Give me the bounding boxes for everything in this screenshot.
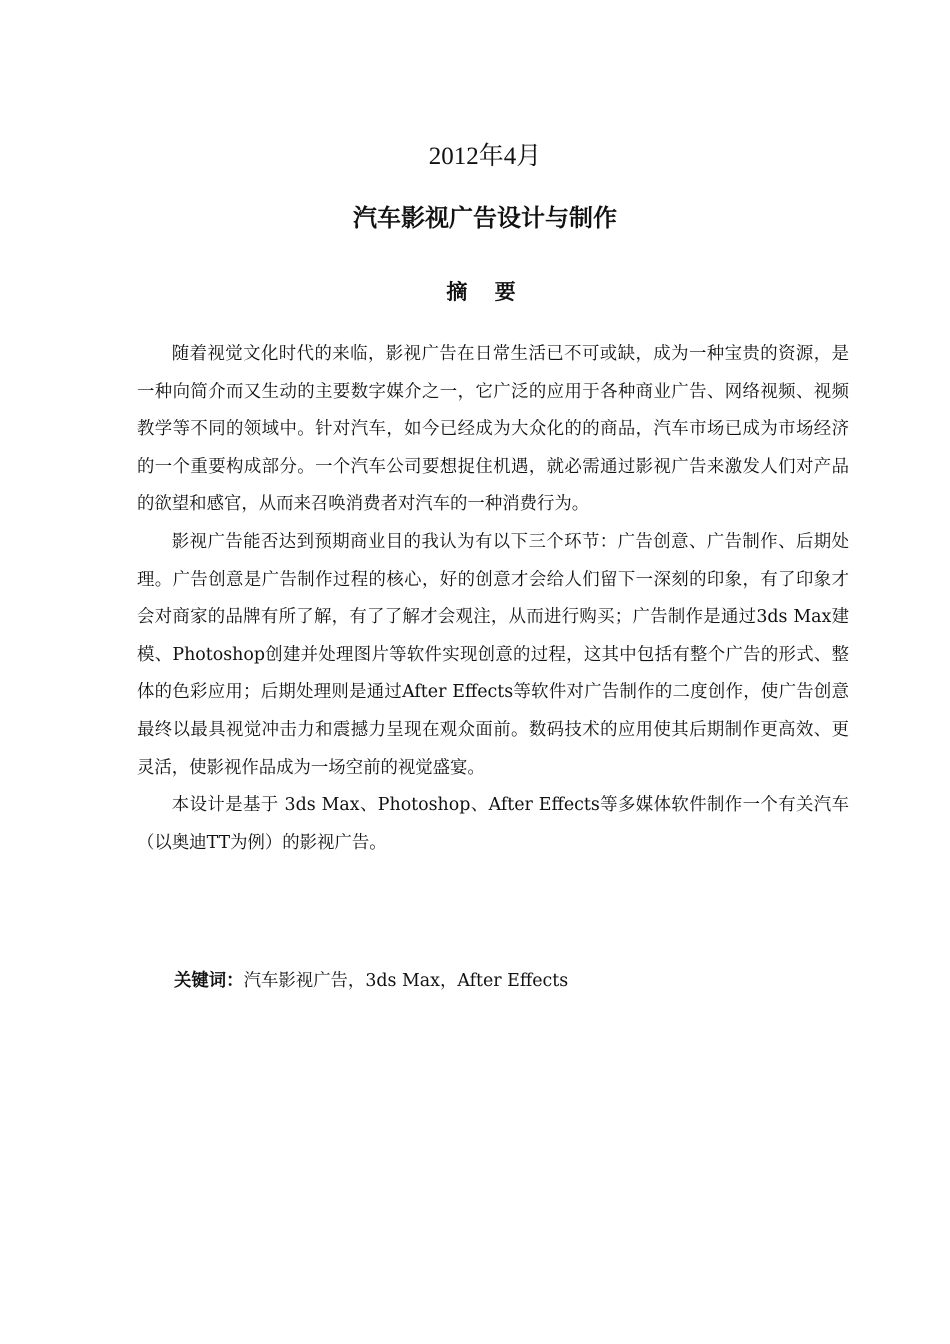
abstract-paragraph-2: 影视广告能否达到预期商业目的我认为有以下三个环节：广告创意、广告制作、后期处理。广告创意是广告制作过程的核心，好的创意才会给人们留下一深刻的印象，有了印象才会对商家的品牌有所了解，有了了解才会观注，从而进行购买；广告制作是通过3ds Max建模、Photoshop创建并处理图片等软件实现创意的过程，这其中包括有整个广告的形式、整体的色彩应用；后期处理则是通过After Effects等软件对广告制作的二度创作，使广告创意最终以最具视觉冲击力和震撼力呈现在观众面前。数码技术的应用使其后期制作更高效、更灵活，使影视作品成为一场空前的视觉盛宴。: [137, 531, 849, 778]
abstract-body: [137, 336, 849, 862]
document-date: 2012年4月: [428, 143, 542, 170]
keywords-label: 关键词：: [174, 971, 244, 991]
abstract-heading: 摘 要: [446, 280, 526, 304]
abstract-paragraph-3: 本设计是基于 3ds Max、Photoshop、After Effects等多媒体软件制作一个有关汽车（以奥迪TT为例）的影视广告。: [137, 795, 849, 853]
document-title: 汽车影视广告设计与制作: [353, 204, 617, 232]
abstract-paragraph-1: 随着视觉文化时代的来临，影视广告在日常生活已不可或缺，成为一种宝贵的资源，是一种向简介而又生动的主要数字媒介之一，它广泛的应用于各种商业广告、网络视频、视频教学等不同的领域中。针对汽车，如今已经成为大众化的的商品，汽车市场已成为市场经济的一个重要构成部分。一个汽车公司要想捉住机遇，就必需通过影视广告来激发人们对产品的欲望和感官，从而来召唤消费者对汽车的一种消费行为。: [137, 344, 849, 515]
keywords-value: 汽车影视广告，3ds Max，After Effects: [243, 971, 569, 991]
keywords-line: [174, 966, 854, 996]
